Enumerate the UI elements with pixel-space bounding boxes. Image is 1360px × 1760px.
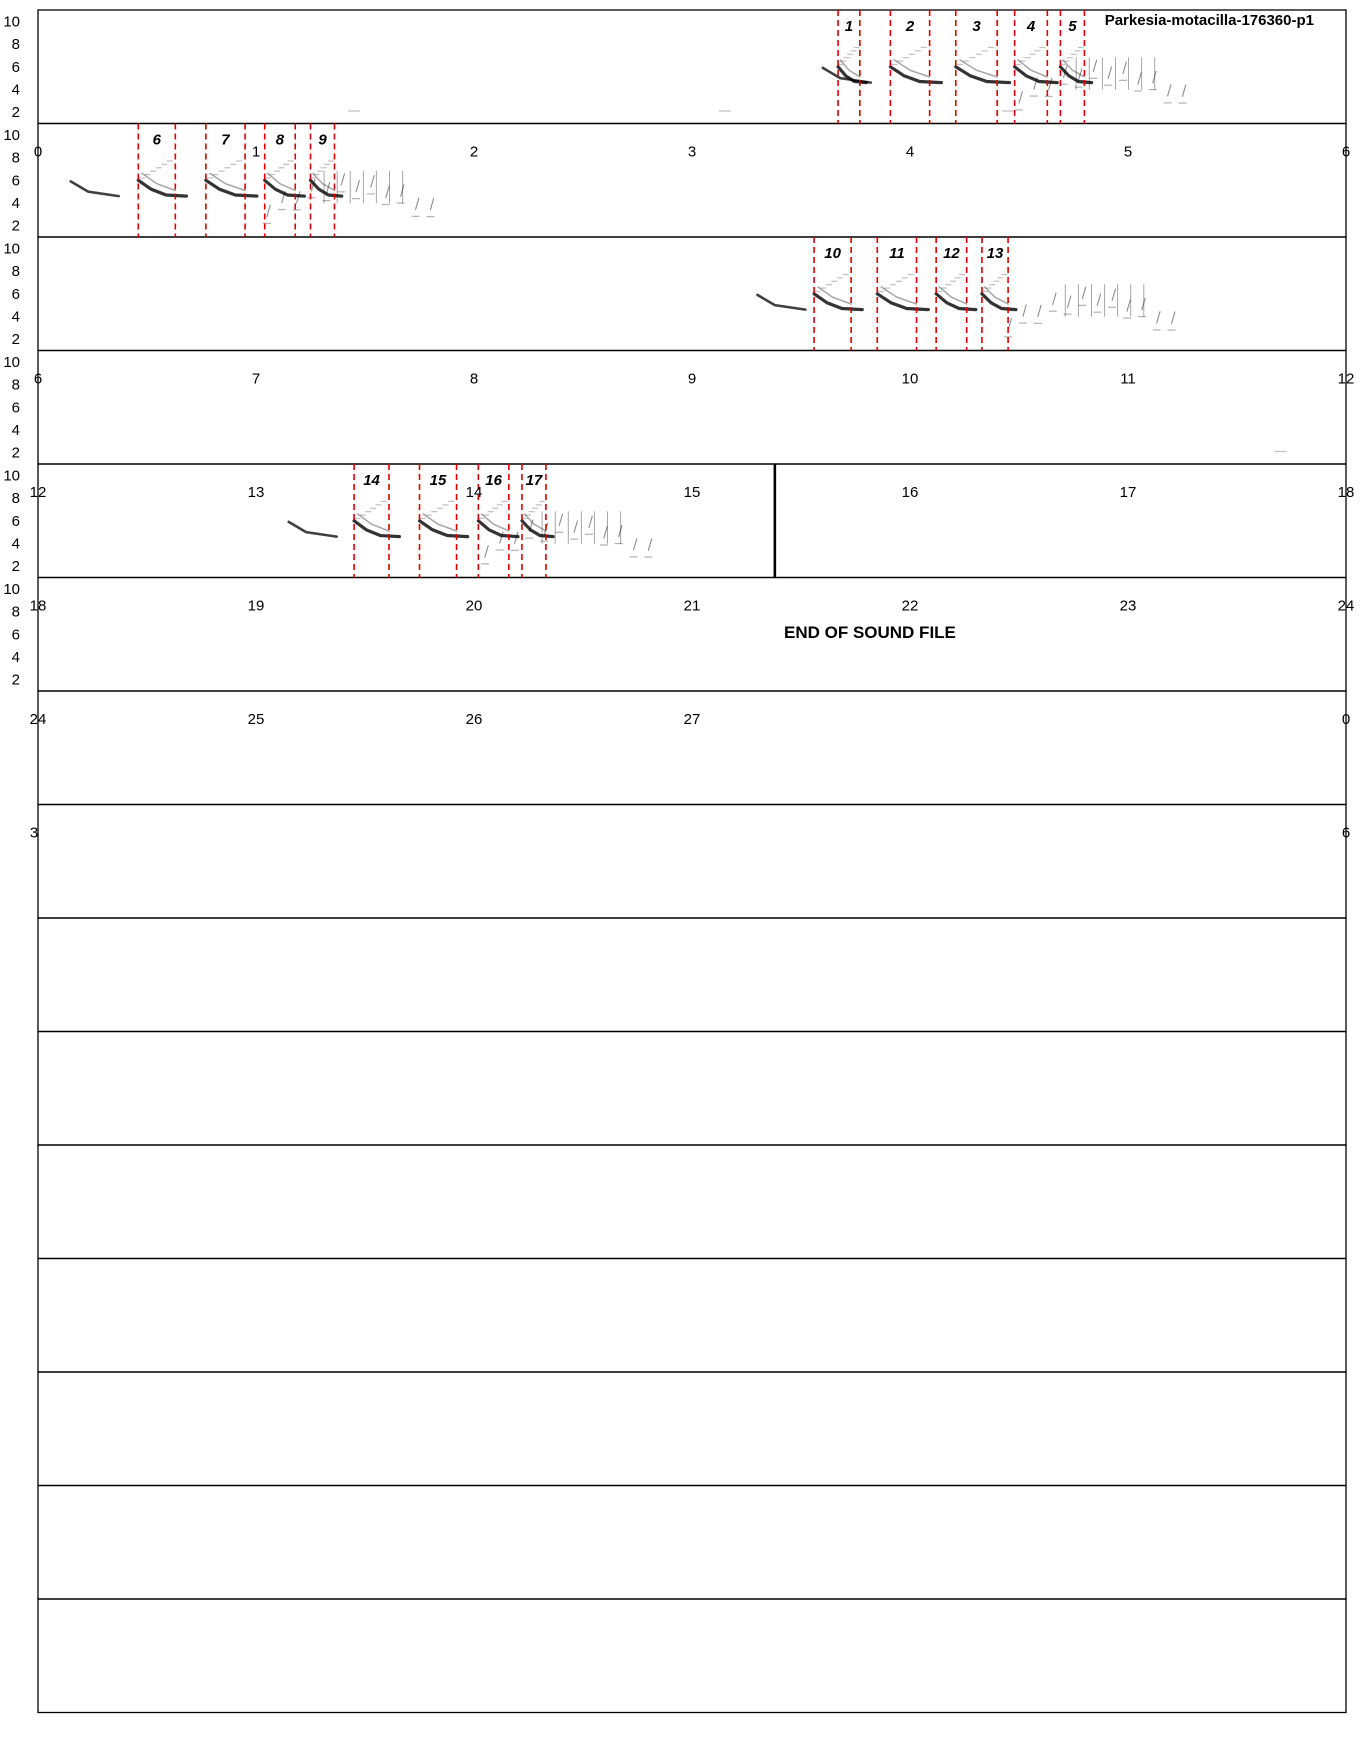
spectral-trace <box>485 546 488 557</box>
spectral-trace <box>574 521 577 532</box>
x-tick-label: 18 <box>1337 484 1355 501</box>
y-tick-label: 4 <box>11 648 20 666</box>
y-tick-label: 10 <box>3 353 20 371</box>
x-tick-label: 16 <box>901 484 919 501</box>
x-tick-label: 19 <box>247 597 265 615</box>
spectral-trace <box>138 180 186 196</box>
y-tick-label: 4 <box>11 308 20 326</box>
row-frame <box>38 237 1346 351</box>
spectral-trace <box>1183 85 1186 96</box>
y-tick-label: 4 <box>11 81 20 99</box>
x-tick-label: 3 <box>687 143 697 161</box>
spectral-trace <box>1082 287 1085 298</box>
x-tick-label: 12 <box>29 484 47 501</box>
row-frame <box>38 1145 1346 1259</box>
x-tick-label: 0 <box>33 143 43 161</box>
y-tick-label: 10 <box>3 13 20 31</box>
y-tick-label: 8 <box>11 263 20 281</box>
y-tick-label: 6 <box>11 626 20 644</box>
spectral-trace <box>386 186 389 197</box>
y-tick-label: 4 <box>11 421 20 439</box>
x-tick-label: 8 <box>469 370 479 388</box>
y-tick-label: 4 <box>11 535 20 553</box>
spectral-trace <box>589 516 592 527</box>
spectral-trace <box>1138 73 1141 84</box>
spectral-trace <box>267 205 270 216</box>
spectral-trace <box>877 294 928 310</box>
spectral-trace <box>416 198 419 209</box>
spectral-trace <box>757 295 805 310</box>
y-tick-label: 10 <box>3 580 20 598</box>
x-tick-label: 23 <box>1119 597 1137 615</box>
x-tick-label: 22 <box>901 597 919 615</box>
spectral-trace <box>341 174 344 185</box>
spectral-trace <box>1038 305 1041 316</box>
y-tick-label: 8 <box>11 603 20 621</box>
row-frame <box>38 1599 1346 1713</box>
spectral-trace <box>289 522 337 537</box>
x-tick-label: 20 <box>465 597 483 615</box>
x-tick-label: 3 <box>29 824 39 842</box>
segment-label: 16 <box>485 472 502 489</box>
x-tick-label: 7 <box>251 370 261 388</box>
spectral-trace <box>982 294 1016 310</box>
x-tick-label: 17 <box>1119 484 1137 501</box>
spectral-trace <box>936 294 976 310</box>
spectral-trace <box>430 198 433 209</box>
row-frame <box>38 805 1346 919</box>
x-tick-label: 26 <box>465 711 483 728</box>
row-frame <box>38 578 1346 692</box>
segment-label: 17 <box>525 472 543 489</box>
spectral-trace <box>1023 305 1026 316</box>
y-tick-label: 2 <box>11 104 20 122</box>
y-tick-label: 10 <box>3 126 20 144</box>
spectral-trace <box>478 521 518 537</box>
x-tick-label: 18 <box>29 597 47 615</box>
y-tick-label: 10 <box>3 467 20 485</box>
spectral-trace <box>420 521 468 537</box>
spectral-trace <box>206 180 257 196</box>
segment-label: 1 <box>844 18 854 35</box>
x-tick-label: 4 <box>905 143 915 161</box>
segment-label: 4 <box>1026 18 1036 35</box>
spectral-trace <box>354 521 399 537</box>
spectral-trace <box>1157 312 1160 323</box>
y-tick-label: 2 <box>11 217 20 235</box>
x-tick-label: 10 <box>901 370 919 388</box>
row-frame <box>38 351 1346 465</box>
spectral-trace <box>1053 293 1056 304</box>
row-frame <box>38 124 1346 238</box>
spectral-trace <box>1093 60 1096 71</box>
x-tick-label: 24 <box>1337 597 1355 615</box>
y-tick-label: 8 <box>11 490 20 508</box>
spectral-trace <box>1049 78 1052 89</box>
spectral-trace <box>890 67 941 83</box>
row-frame <box>38 1372 1346 1486</box>
segment-label: 8 <box>275 131 285 149</box>
x-tick-label: 2 <box>469 143 479 161</box>
row-frame <box>38 918 1346 1032</box>
x-tick-label: 6 <box>1341 143 1351 161</box>
y-tick-label: 2 <box>11 671 20 689</box>
segment-markers <box>138 10 1084 578</box>
y-tick-label: 10 <box>3 240 20 258</box>
spectral-trace <box>814 294 862 310</box>
spectral-trace <box>1068 296 1071 307</box>
end-of-sound-label: END OF SOUND FILE <box>784 623 956 642</box>
y-tick-label: 6 <box>11 399 20 417</box>
chart-title: Parkesia-motacilla-176360-p1 <box>1104 12 1314 29</box>
y-tick-label: 8 <box>11 149 20 167</box>
x-tick-label: 6 <box>1341 824 1351 842</box>
y-tick-label: 6 <box>11 512 20 530</box>
segment-label: 12 <box>943 245 960 262</box>
row-frame <box>38 464 1346 578</box>
x-tick-label: 11 <box>1120 370 1136 388</box>
x-tick-label: 12 <box>1337 370 1355 388</box>
spectral-trace <box>371 176 374 187</box>
spectral-trace <box>604 527 607 538</box>
segment-label: 13 <box>986 245 1004 262</box>
spectral-trace <box>1172 312 1175 323</box>
y-tick-label: 4 <box>11 194 20 212</box>
y-tick-label: 6 <box>11 172 20 190</box>
x-tick-label: 1 <box>251 143 261 161</box>
row-frame <box>38 691 1346 805</box>
spectral-trace <box>356 181 359 192</box>
y-tick-label: 6 <box>11 58 20 76</box>
spectral-trace <box>1123 62 1126 73</box>
segment-label: 5 <box>1068 18 1077 35</box>
y-tick-label: 2 <box>11 331 20 349</box>
segment-label: 7 <box>221 131 230 149</box>
spectral-trace <box>1108 67 1111 78</box>
y-tick-label: 2 <box>11 444 20 462</box>
x-tick-label: 0 <box>1341 711 1351 728</box>
spectral-trace <box>1127 300 1130 311</box>
spectral-trace <box>559 514 562 525</box>
x-tick-label: 25 <box>247 711 265 728</box>
y-tick-label: 8 <box>11 36 20 54</box>
spectral-trace <box>956 67 1010 83</box>
spectral-trace <box>1097 294 1100 305</box>
segment-label: 2 <box>905 18 915 35</box>
row-frame <box>38 1259 1346 1373</box>
y-tick-label: 8 <box>11 376 20 394</box>
segment-label: 11 <box>889 245 905 262</box>
y-tick-label: 2 <box>11 558 20 576</box>
segment-label: 15 <box>429 472 447 489</box>
x-tick-label: 15 <box>683 484 701 501</box>
segment-label: 3 <box>972 18 981 35</box>
x-tick-label: 24 <box>29 711 47 728</box>
spectral-trace <box>71 181 119 196</box>
x-tick-label: 27 <box>683 711 701 728</box>
segment-label: 10 <box>824 245 841 262</box>
spectral-trace <box>1112 289 1115 300</box>
segment-label: 6 <box>152 131 161 149</box>
x-tick-label: 14 <box>465 484 483 501</box>
spectral-trace <box>297 192 300 203</box>
x-tick-label: 6 <box>33 370 43 388</box>
spectral-trace <box>522 521 553 537</box>
x-tick-label: 9 <box>687 370 697 388</box>
x-tick-label: 21 <box>683 597 701 615</box>
x-tick-label: 13 <box>247 484 265 501</box>
spectral-trace <box>1168 85 1171 96</box>
spectral-trace <box>634 539 637 550</box>
segment-label: 14 <box>363 472 380 489</box>
row-frames <box>38 10 1346 1713</box>
x-tick-label: 5 <box>1123 143 1133 161</box>
spectral-trace <box>648 539 651 550</box>
row-frame <box>38 1486 1346 1600</box>
y-tick-label: 6 <box>11 285 20 303</box>
row-frame <box>38 1032 1346 1146</box>
spectral-trace <box>1019 92 1022 103</box>
segment-label: 9 <box>318 131 327 149</box>
